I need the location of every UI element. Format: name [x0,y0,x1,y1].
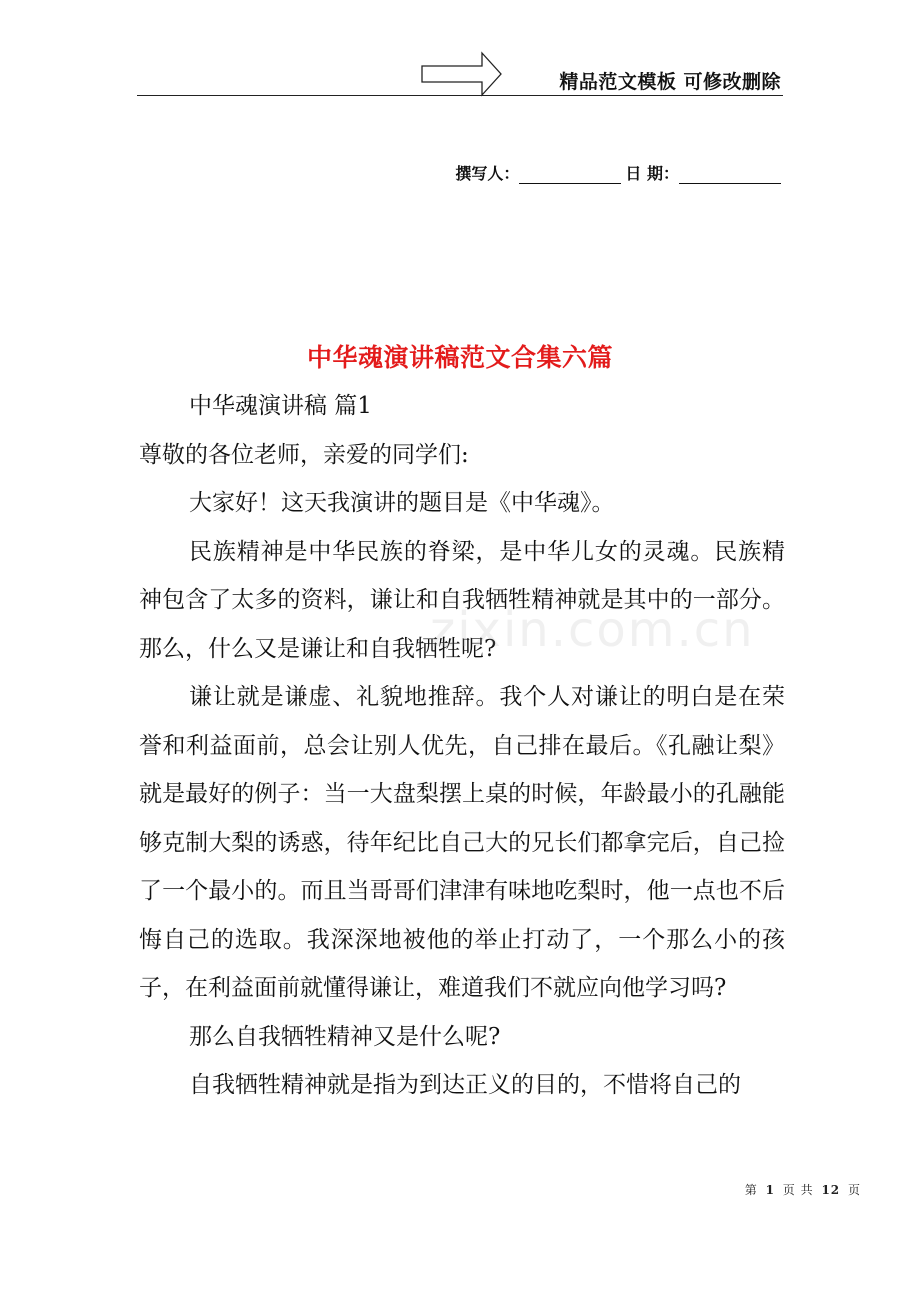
right-arrow-icon [420,51,504,97]
document-body [139,382,785,1110]
body-paragraph: 民族精神是中华民族的脊梁，是中华儿女的灵魂。民族精神包含了太多的资料，谦让和自我牺牲精神就是其中的一部分。那么，什么又是谦让和自我牺牲呢? [139,538,785,662]
footer-total-pages: 12 [821,1183,841,1197]
footer-suffix: 页 [847,1183,861,1197]
footer-prefix: 第 [744,1183,758,1197]
footer-middle: 页 共 [782,1183,814,1197]
footer-page-number: 1 [765,1183,775,1197]
body-paragraph: 谦让就是谦虚、礼貌地推辞。我个人对谦让的明白是在荣誉和利益面前，总会让别人优先，自己排在最后。《孔融让梨》就是最好的例子：当一大盘梨摆上桌的时候，年龄最小的孔融能够克制大梨的诱惑，待年纪比自己大的兄长们都拿完后，自己捡了一个最小的。而且当哥哥们津津有味地吃梨时，他一点也不后悔自己的选取。我深深地被他的举止打动了，一个那么小的孩子，在利益面前就懂得谦让，难道我们不就应向他学习吗? [139,684,785,1001]
watermark: zixin.com.cn [430,602,755,658]
document-title: 中华魂演讲稿范文合集六篇 [306,343,613,372]
author-label: 撰写人： [455,164,520,183]
salutation: 尊敬的各位老师，亲爱的同学们: [139,441,469,468]
body-paragraph: 自我牺牲精神就是指为到达正义的目的，不惜将自己的 [189,1072,741,1098]
page-footer [745,1181,861,1198]
body-paragraph: 那么自我牺牲精神又是什么呢? [189,1023,501,1050]
body-paragraph: 大家好！这天我演讲的题目是《中华魂》。 [189,490,615,516]
page-header [137,48,783,96]
header-banner-text: 精品范文模板 可修改删除 [559,71,781,93]
author-date-line [455,161,781,184]
author-blank [519,165,621,184]
date-label: 日 期： [625,164,679,183]
header-divider [137,95,783,96]
date-blank [679,165,781,184]
section-heading: 中华魂演讲稿 篇1 [189,393,372,419]
